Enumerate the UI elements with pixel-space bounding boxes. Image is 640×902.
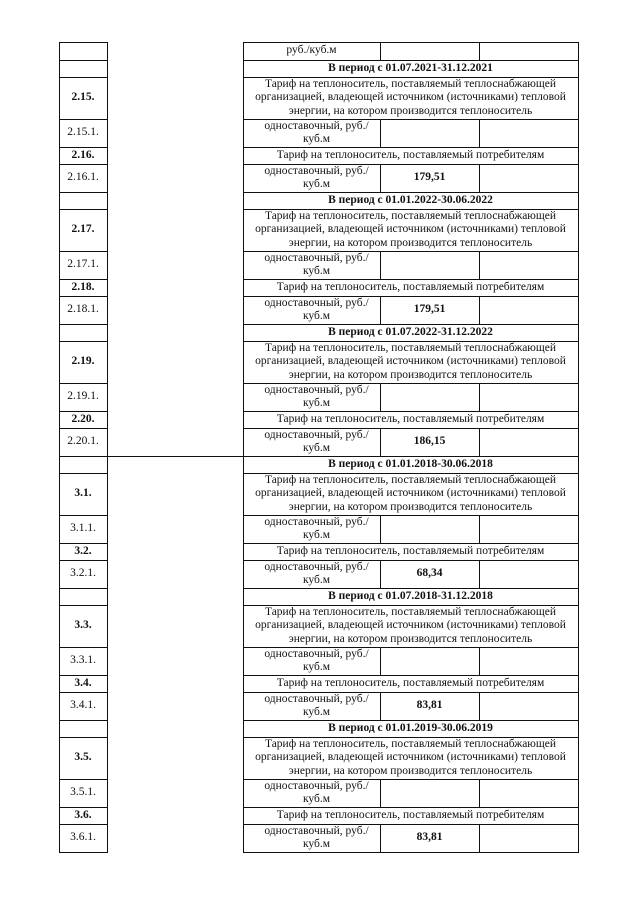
table-rule: [107, 77, 108, 120]
table-rule: [59, 720, 60, 738]
table-rule: [107, 456, 108, 474]
row-number: 2.15.1.: [67, 126, 99, 139]
table-rule: [578, 147, 579, 165]
rate-type-label: одноставочный, руб./куб.м: [264, 779, 369, 805]
empty-cell: [479, 824, 578, 852]
table-rule: [59, 560, 60, 589]
tariff-description: Тариф на теплоноситель, поставляемый теплоснабжающей организацией, владеющей источником (источниками) тепловой энергии, на котором производится теплоноситель: [255, 341, 566, 381]
table-rule: [380, 164, 381, 193]
row-number: [59, 720, 107, 737]
row-number: 3.1.1.: [70, 522, 96, 535]
rate-type-label: одноставочный, руб./куб.м: [264, 119, 369, 145]
row-number: 2.18.: [71, 280, 95, 293]
table-rule: [578, 647, 579, 676]
table-rule: [578, 692, 579, 721]
table-rule: [578, 605, 579, 648]
table-rule: [243, 779, 244, 808]
table-rule: [578, 675, 579, 693]
table-rule: [107, 543, 108, 561]
rate-type-label: одноставочный, руб./куб.м: [264, 560, 369, 586]
table-rule: [479, 164, 480, 193]
empty-cell: [479, 164, 578, 192]
table-rule: [107, 473, 108, 516]
table-rule: [107, 605, 108, 648]
row-number: 2.18.1.: [67, 303, 99, 316]
period-heading: В период с 01.07.2018-31.12.2018: [328, 589, 493, 602]
table-rule: [578, 119, 579, 148]
period-heading: В период с 01.01.2018-30.06.2018: [328, 457, 493, 470]
table-rule: [380, 428, 381, 457]
table-rule: [243, 605, 244, 648]
tariff-value: 179,51: [413, 303, 446, 316]
table-rule: [59, 852, 107, 853]
rate-type-label: одноставочный, руб./куб.м: [264, 515, 369, 541]
period-heading: В период с 01.07.2021-31.12.2021: [328, 61, 493, 74]
table-rule: [380, 779, 381, 808]
table-rule: [107, 60, 108, 78]
table-rule: [107, 824, 108, 853]
table-rule: [380, 42, 381, 61]
table-rule: [107, 737, 108, 780]
table-rule: [578, 456, 579, 474]
tariff-value: [380, 119, 479, 147]
empty-cell: [479, 515, 578, 543]
table-rule: [59, 77, 60, 120]
table-rule: [59, 324, 60, 342]
empty-cell: [479, 383, 578, 411]
row-number: 2.16.1.: [67, 171, 99, 184]
table-rule: [578, 515, 579, 544]
rate-type-label: одноставочный, руб./куб.м: [264, 164, 369, 190]
table-rule: [59, 737, 60, 780]
table-rule: [380, 560, 381, 589]
rate-type-label: одноставочный, руб./куб.м: [264, 647, 369, 673]
table-rule: [380, 647, 381, 676]
rate-type-label: одноставочный, руб./куб.м: [264, 251, 369, 277]
table-rule: [380, 296, 381, 325]
row-number: 3.5.1.: [70, 786, 96, 799]
period-heading: В период с 01.01.2019-30.06.2019: [328, 721, 493, 734]
table-rule: [59, 341, 60, 384]
table-rule: [243, 77, 244, 120]
tariff-value: 68,34: [416, 567, 443, 580]
table-rule: [59, 605, 60, 648]
consumer-tariff-heading: Тариф на теплоноситель, поставляемый потребителям: [276, 412, 545, 425]
table-rule: [479, 383, 480, 412]
table-rule: [578, 560, 579, 589]
unit-label: руб./куб.м: [286, 44, 337, 57]
tariff-description: Тариф на теплоноситель, поставляемый теплоснабжающей организацией, владеющей источником (источниками) тепловой энергии, на котором производится теплоноситель: [255, 473, 566, 513]
row-number: [59, 324, 107, 341]
table-rule: [479, 692, 480, 721]
table-rule: [578, 42, 579, 61]
empty-cell: [479, 119, 578, 147]
table-rule: [59, 515, 60, 544]
table-rule: [59, 543, 60, 561]
table-rule: [578, 341, 579, 384]
table-rule: [59, 192, 60, 210]
table-rule: [243, 824, 244, 853]
table-rule: [59, 675, 60, 693]
table-rule: [107, 588, 108, 606]
table-rule: [243, 119, 244, 148]
row-number: [59, 60, 107, 77]
row-number: 2.17.: [71, 223, 95, 236]
row-number: 2.20.1.: [67, 435, 99, 448]
table-rule: [59, 647, 60, 676]
table-rule: [380, 824, 381, 853]
table-rule: [59, 42, 60, 61]
table-rule: [59, 824, 60, 853]
table-rule: [59, 411, 60, 429]
tariff-value: 83,81: [416, 699, 443, 712]
table-rule: [578, 60, 579, 78]
table-rule: [107, 428, 108, 457]
table-rule: [59, 209, 60, 252]
rate-type-label: одноставочный, руб./куб.м: [264, 824, 369, 850]
table-rule: [578, 279, 579, 297]
table-rule: [578, 77, 579, 120]
table-rule: [578, 428, 579, 457]
row-number: 2.17.1.: [67, 258, 99, 271]
rate-type-label: одноставочный, руб./куб.м: [264, 383, 369, 409]
table-rule: [479, 647, 480, 676]
row-number: 3.4.1.: [70, 699, 96, 712]
row-number: 2.16.: [71, 148, 95, 161]
table-rule: [479, 296, 480, 325]
table-rule: [107, 119, 108, 148]
empty-cell: [479, 251, 578, 279]
empty-cell: [479, 647, 578, 675]
table-rule: [578, 411, 579, 429]
table-rule: [59, 692, 60, 721]
table-rule: [59, 473, 60, 516]
row-number: 3.2.1.: [70, 567, 96, 580]
table-rule: [578, 383, 579, 412]
empty-cell: [479, 296, 578, 324]
tariff-description: Тариф на теплоноситель, поставляемый теплоснабжающей организацией, владеющей источником (источниками) тепловой энергии, на котором производится теплоноситель: [255, 605, 566, 645]
table-rule: [107, 341, 108, 384]
row-number: [59, 588, 107, 605]
table-rule: [107, 251, 108, 280]
table-rule: [243, 737, 244, 780]
table-rule: [243, 515, 244, 544]
table-rule: [243, 647, 244, 676]
empty-cell: [479, 692, 578, 720]
tariff-value: [380, 251, 479, 279]
table-rule: [578, 324, 579, 342]
section-divider: [107, 456, 243, 457]
table-rule: [59, 147, 60, 165]
table-rule: [243, 251, 244, 280]
table-rule: [479, 428, 480, 457]
rate-type-label: одноставочный, руб./куб.м: [264, 296, 369, 322]
table-rule: [578, 251, 579, 280]
table-rule: [578, 807, 579, 825]
table-rule: [243, 692, 244, 721]
empty-cell: [479, 428, 578, 456]
table-rule: [107, 192, 108, 210]
table-rule: [243, 560, 244, 589]
row-number: 3.6.: [74, 808, 92, 821]
consumer-tariff-heading: Тариф на теплоноситель, поставляемый потребителям: [276, 280, 545, 293]
table-rule: [59, 164, 60, 193]
tariff-value: [380, 515, 479, 543]
table-rule: [59, 60, 60, 78]
table-rule: [578, 824, 579, 853]
row-number: 3.1.: [74, 487, 92, 500]
tariff-value: [380, 383, 479, 411]
table-rule: [107, 675, 108, 693]
table-rule: [578, 296, 579, 325]
row-number: 2.15.: [71, 91, 95, 104]
table-rule: [59, 296, 60, 325]
empty-cell: [479, 560, 578, 588]
table-rule: [243, 341, 244, 384]
consumer-tariff-heading: Тариф на теплоноситель, поставляемый потребителям: [276, 808, 545, 821]
row-number: 3.5.: [74, 751, 92, 764]
table-rule: [107, 324, 108, 342]
row-number: 2.19.: [71, 355, 95, 368]
table-rule: [479, 779, 480, 808]
table-rule: [243, 296, 244, 325]
table-rule: [479, 119, 480, 148]
row-number: 3.6.1.: [70, 831, 96, 844]
tariff-description: Тариф на теплоноситель, поставляемый теплоснабжающей организацией, владеющей источником (источниками) тепловой энергии, на котором производится теплоноситель: [255, 209, 566, 249]
table-rule: [59, 251, 60, 280]
table-rule: [59, 42, 107, 43]
table-rule: [479, 515, 480, 544]
row-number: 3.3.1.: [70, 654, 96, 667]
tariff-description: Тариф на теплоноситель, поставляемый теплоснабжающей организацией, владеющей источником (источниками) тепловой энергии, на котором производится теплоноситель: [255, 77, 566, 117]
table-rule: [59, 779, 60, 808]
table-rule: [243, 428, 244, 457]
table-rule: [107, 42, 108, 61]
row-number: 3.4.: [74, 676, 92, 689]
row-number: [59, 42, 107, 60]
period-heading: В период с 01.07.2022-31.12.2022: [328, 325, 493, 338]
table-rule: [243, 473, 244, 516]
table-rule: [578, 720, 579, 738]
row-number: 3.2.: [74, 544, 92, 557]
table-rule: [578, 473, 579, 516]
consumer-tariff-heading: Тариф на теплоноситель, поставляемый потребителям: [276, 676, 545, 689]
tariff-value: 83,81: [416, 831, 443, 844]
table-rule: [59, 456, 60, 474]
table-rule: [380, 251, 381, 280]
row-number: [59, 192, 107, 209]
table-rule: [578, 737, 579, 780]
tariff-value: 186,15: [413, 435, 446, 448]
period-heading: В период с 01.01.2022-30.06.2022: [328, 193, 493, 206]
table-rule: [107, 279, 108, 297]
table-rule: [59, 807, 60, 825]
table-rule: [59, 119, 60, 148]
table-rule: [107, 560, 108, 589]
table-rule: [243, 852, 578, 853]
row-number: 3.3.: [74, 619, 92, 632]
table-rule: [578, 164, 579, 193]
table-rule: [243, 164, 244, 193]
table-rule: [380, 119, 381, 148]
table-rule: [578, 588, 579, 606]
tariff-value: [380, 779, 479, 807]
tariff-description: Тариф на теплоноситель, поставляемый теплоснабжающей организацией, владеющей источником (источниками) тепловой энергии, на котором производится теплоноситель: [255, 737, 566, 777]
table-rule: [107, 779, 108, 808]
table-rule: [578, 209, 579, 252]
table-rule: [243, 209, 244, 252]
consumer-tariff-heading: Тариф на теплоноситель, поставляемый потребителям: [276, 544, 545, 557]
table-rule: [107, 209, 108, 252]
table-rule: [59, 383, 60, 412]
table-rule: [243, 42, 578, 43]
table-rule: [479, 824, 480, 853]
table-rule: [380, 692, 381, 721]
table-rule: [107, 164, 108, 193]
table-rule: [107, 692, 108, 721]
table-rule: [107, 515, 108, 544]
tariff-value: [380, 647, 479, 675]
row-number: 2.20.: [71, 412, 95, 425]
table-rule: [107, 720, 108, 738]
table-rule: [578, 779, 579, 808]
tariff-value: 179,51: [413, 171, 446, 184]
table-rule: [578, 192, 579, 210]
table-rule: [107, 147, 108, 165]
row-number: [59, 456, 107, 473]
table-rule: [243, 383, 244, 412]
table-rule: [107, 411, 108, 429]
table-rule: [380, 515, 381, 544]
table-rule: [479, 42, 480, 61]
table-rule: [59, 428, 60, 457]
consumer-tariff-heading: Тариф на теплоноситель, поставляемый потребителям: [276, 148, 545, 161]
empty-cell: [479, 779, 578, 807]
table-rule: [107, 296, 108, 325]
rate-type-label: одноставочный, руб./куб.м: [264, 428, 369, 454]
table-rule: [107, 647, 108, 676]
table-rule: [578, 543, 579, 561]
table-rule: [479, 251, 480, 280]
rate-type-label: одноставочный, руб./куб.м: [264, 692, 369, 718]
table-rule: [380, 383, 381, 412]
table-rule: [107, 807, 108, 825]
table-rule: [107, 383, 108, 412]
row-number: 2.19.1.: [67, 390, 99, 403]
table-rule: [59, 279, 60, 297]
table-rule: [479, 560, 480, 589]
table-rule: [59, 588, 60, 606]
